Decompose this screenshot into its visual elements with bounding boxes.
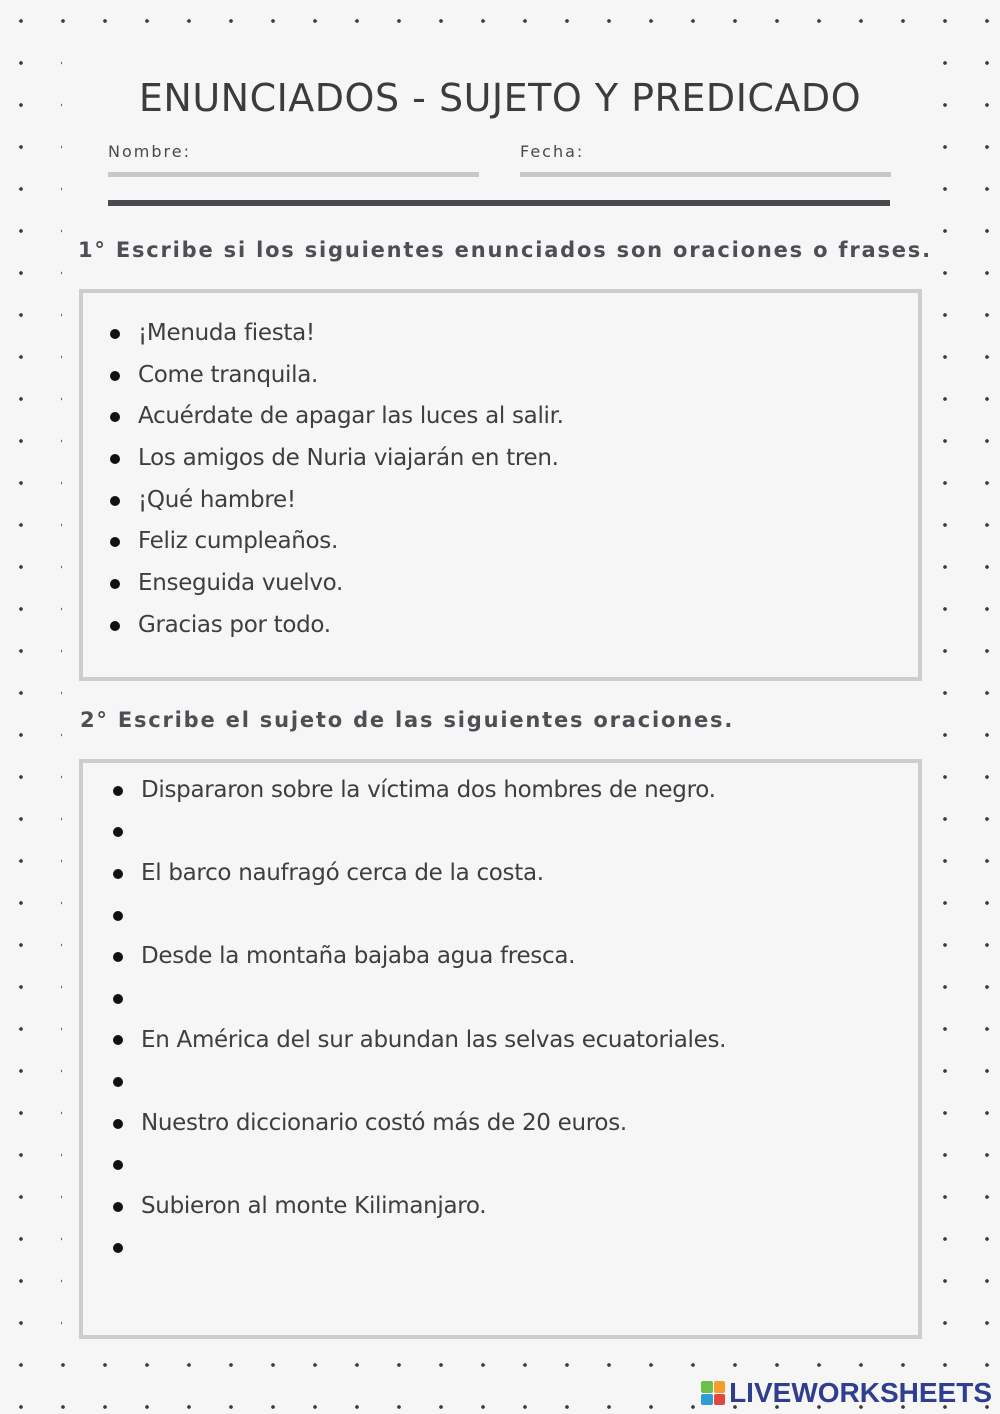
section2-list — [113, 770, 726, 1269]
page-title: ENUNCIADOS - SUJETO Y PREDICADO — [138, 76, 862, 120]
name-field[interactable] — [108, 172, 479, 177]
bullet-icon — [113, 1202, 123, 1212]
date-field[interactable] — [520, 172, 891, 177]
bullet-icon — [113, 1243, 123, 1253]
list-item — [110, 396, 564, 438]
list-item — [113, 770, 726, 812]
answer-line[interactable] — [113, 1228, 726, 1270]
bullet-icon — [113, 1077, 123, 1087]
answer-line[interactable] — [113, 978, 726, 1020]
list-item — [110, 355, 564, 397]
bullet-icon — [113, 952, 123, 962]
list-item — [110, 438, 564, 480]
list-item-text: Come tranquila. — [138, 361, 319, 388]
bullet-icon — [110, 579, 120, 589]
section2-heading: 2° Escribe el sujeto de las siguientes oraciones. — [80, 708, 735, 732]
list-item — [113, 1020, 726, 1062]
bullet-icon — [113, 911, 123, 921]
list-item — [113, 1103, 726, 1145]
list-item — [113, 1186, 726, 1228]
answer-line[interactable] — [113, 1144, 726, 1186]
name-label: Nombre: — [108, 142, 191, 161]
date-label: Fecha: — [520, 142, 585, 161]
bullet-icon — [113, 1119, 123, 1129]
list-item-text: Desde la montaña bajaba agua fresca. — [141, 943, 576, 970]
list-item-text: Acuérdate de apagar las luces al salir. — [138, 403, 564, 430]
list-item-text: En América del sur abundan las selvas ecuatoriales. — [141, 1026, 727, 1053]
list-item-text: Feliz cumpleaños. — [138, 528, 338, 555]
list-item-text: Dispararon sobre la víctima dos hombres de negro. — [141, 777, 716, 803]
list-item-text: ¡Menuda fiesta! — [138, 320, 315, 346]
bullet-icon — [113, 827, 123, 837]
list-item — [110, 313, 564, 355]
header-divider — [108, 200, 890, 206]
bullet-icon — [113, 786, 123, 796]
section1-list — [110, 313, 564, 647]
list-item — [110, 480, 564, 522]
list-item-text: Enseguida vuelvo. — [138, 570, 344, 597]
list-item — [113, 853, 726, 895]
liveworksheets-logo — [701, 1376, 992, 1410]
bullet-icon — [110, 537, 120, 547]
list-item — [113, 936, 726, 978]
bullet-icon — [110, 454, 120, 464]
list-item-text: Gracias por todo. — [138, 611, 331, 638]
liveworksheets-logo-icon — [701, 1381, 725, 1405]
list-item — [110, 605, 564, 647]
list-item-text: Subieron al monte Kilimanjaro. — [141, 1192, 487, 1219]
bullet-icon — [110, 371, 120, 381]
answer-line[interactable] — [113, 812, 726, 854]
bullet-icon — [110, 496, 120, 506]
bullet-icon — [113, 1035, 123, 1045]
bullet-icon — [110, 412, 120, 422]
list-item-text: El barco naufragó cerca de la costa. — [141, 860, 544, 887]
answer-line[interactable] — [113, 1061, 726, 1103]
logo-text: LIVEWORKSHEETS — [729, 1377, 992, 1408]
answer-line[interactable] — [113, 895, 726, 937]
bullet-icon — [110, 329, 120, 339]
list-item — [110, 563, 564, 605]
bullet-icon — [113, 994, 123, 1004]
bullet-icon — [110, 621, 120, 631]
list-item — [110, 521, 564, 563]
bullet-icon — [113, 1160, 123, 1170]
list-item-text: ¡Qué hambre! — [138, 486, 296, 513]
list-item-text: Nuestro diccionario costó más de 20 euros. — [141, 1109, 627, 1136]
list-item-text: Los amigos de Nuria viajarán en tren. — [138, 445, 559, 472]
bullet-icon — [113, 869, 123, 879]
section1-heading: 1° Escribe si los siguientes enunciados son oraciones o frases. — [78, 238, 932, 262]
